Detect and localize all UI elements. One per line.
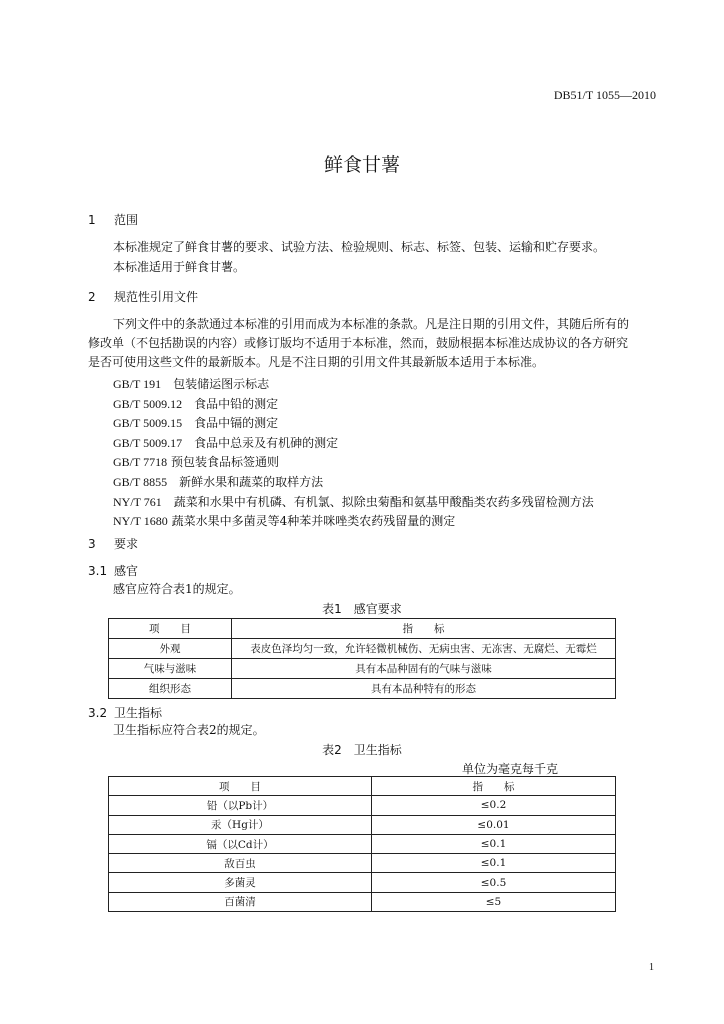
section-1-heading [88, 211, 138, 228]
table-row [109, 679, 616, 699]
document-number: DB51/T 1055—2010 [553, 88, 656, 102]
table-cell: 外观 [109, 639, 232, 659]
table-cell: 百菌清 [109, 892, 372, 911]
table-cell: 气味与滋味 [109, 659, 232, 679]
table-row [109, 892, 616, 911]
table-header-row [109, 777, 616, 796]
table-cell: 多菌灵 [109, 873, 372, 892]
table-row [109, 854, 616, 873]
table-cell: 具有本品种固有的气味与滋味 [232, 659, 616, 679]
table-cell: 汞（Hg计） [109, 815, 372, 834]
reference-title: 食品中铅的测定 [194, 396, 279, 411]
reference-item [113, 473, 594, 493]
reference-item [113, 434, 594, 454]
table-cell: 具有本品种特有的形态 [232, 679, 616, 699]
table-cell: 铅（以Pb计） [109, 796, 372, 815]
table-cell: ≤0.1 [372, 834, 616, 853]
reference-title: 食品中总汞及有机砷的测定 [194, 435, 339, 450]
table-cell: 敌百虫 [109, 854, 372, 873]
document-title: 鲜食甘薯 [323, 154, 400, 176]
section-number: 2 [88, 290, 96, 304]
table-row [109, 834, 616, 853]
reference-title: 新鲜水果和蔬菜的取样方法 [179, 474, 324, 489]
reference-code: GB/T 7718 [113, 455, 168, 470]
table-header-row [109, 619, 616, 639]
table-cell: ≤0.5 [372, 873, 616, 892]
reference-code: GB/T 8855 [113, 474, 168, 489]
reference-code: NY/T 1680 [113, 514, 168, 529]
table-2-unit: 单位为毫克每千克 [462, 762, 559, 776]
table-row [109, 796, 616, 815]
table-cell: ≤0.1 [372, 854, 616, 873]
section-3-heading [88, 535, 138, 552]
reference-code: NY/T 761 [113, 494, 162, 509]
reference-code: GB/T 5009.17 [113, 435, 183, 450]
table-header-cell: 指 标 [232, 619, 616, 639]
table-row [109, 815, 616, 834]
reference-list [113, 375, 594, 532]
paragraph-line: 修改单（不包括勘误的内容）或修订版均不适用于本标准，然而，鼓励根据本标准达成协议的各方研究 [88, 336, 629, 350]
table-cell: ≤5 [372, 892, 616, 911]
table-header-cell: 项 目 [109, 777, 372, 796]
reference-item [113, 414, 594, 434]
section-number: 1 [88, 213, 96, 227]
reference-title: 蔬菜水果中多菌灵等4种苯并咪唑类农药残留量的测定 [171, 514, 456, 529]
paragraph: 本标准规定了鲜食甘薯的要求、试验方法、检验规则、标志、标签、包装、运输和贮存要求。 [113, 240, 606, 254]
paragraph-line: 是否可使用这些文件的最新版本。凡是不注日期的引用文件其最新版本适用于本标准。 [88, 355, 545, 369]
reference-item [113, 493, 594, 513]
section-title: 规范性引用文件 [114, 290, 199, 304]
reference-item [113, 395, 594, 415]
reference-code: GB/T 5009.15 [113, 416, 183, 431]
reference-title: 蔬菜和水果中有机磷、有机氯、拟除虫菊酯和氨基甲酸酯类农药多残留检测方法 [173, 494, 594, 509]
subsection-3-2-heading [88, 704, 162, 721]
reference-item [113, 453, 594, 473]
table-cell: 表皮色泽均匀一致，允许轻微机械伤、无病虫害、无冻害、无腐烂、无霉烂 [232, 639, 616, 659]
table-cell: 镉（以Cd计） [109, 834, 372, 853]
reference-code: GB/T 191 [113, 377, 162, 391]
reference-code: GB/T 5009.12 [113, 396, 183, 411]
table-row [109, 639, 616, 659]
table-2-title: 表2 卫生指标 [322, 743, 402, 757]
table-row [109, 659, 616, 679]
reference-item [113, 512, 594, 532]
reference-title: 食品中镉的测定 [194, 416, 279, 431]
section-title: 范围 [114, 213, 139, 227]
subsection-number: 3.1 [88, 564, 108, 578]
table-1 [108, 618, 616, 699]
table-2 [108, 776, 616, 912]
reference-item [113, 375, 594, 395]
reference-title: 预包装食品标签通则 [170, 455, 279, 470]
table-cell: 组织形态 [109, 679, 232, 699]
table-header-cell: 项 目 [109, 619, 232, 639]
paragraph: 卫生指标应符合表2的规定。 [113, 723, 265, 737]
table-1-title: 表1 感官要求 [322, 602, 402, 616]
section-2-heading [88, 288, 198, 305]
reference-title: 包装储运图示标志 [173, 377, 270, 391]
table-row [109, 873, 616, 892]
subsection-title: 卫生指标 [114, 706, 163, 720]
subsection-3-1-heading [88, 562, 138, 579]
page-number: 1 [649, 962, 654, 973]
section-title: 要求 [114, 537, 139, 551]
table-header-cell: 指 标 [372, 777, 616, 796]
section-number: 3 [88, 537, 96, 551]
table-cell: ≤0.2 [372, 796, 616, 815]
paragraph: 感官应符合表1的规定。 [113, 582, 241, 596]
subsection-number: 3.2 [88, 706, 108, 720]
table-cell: ≤0.01 [372, 815, 616, 834]
paragraph-line: 下列文件中的条款通过本标准的引用而成为本标准的条款。凡是注日期的引用文件，其随后所有的 [113, 317, 630, 331]
paragraph: 本标准适用于鲜食甘薯。 [113, 260, 246, 274]
subsection-title: 感官 [114, 564, 139, 578]
